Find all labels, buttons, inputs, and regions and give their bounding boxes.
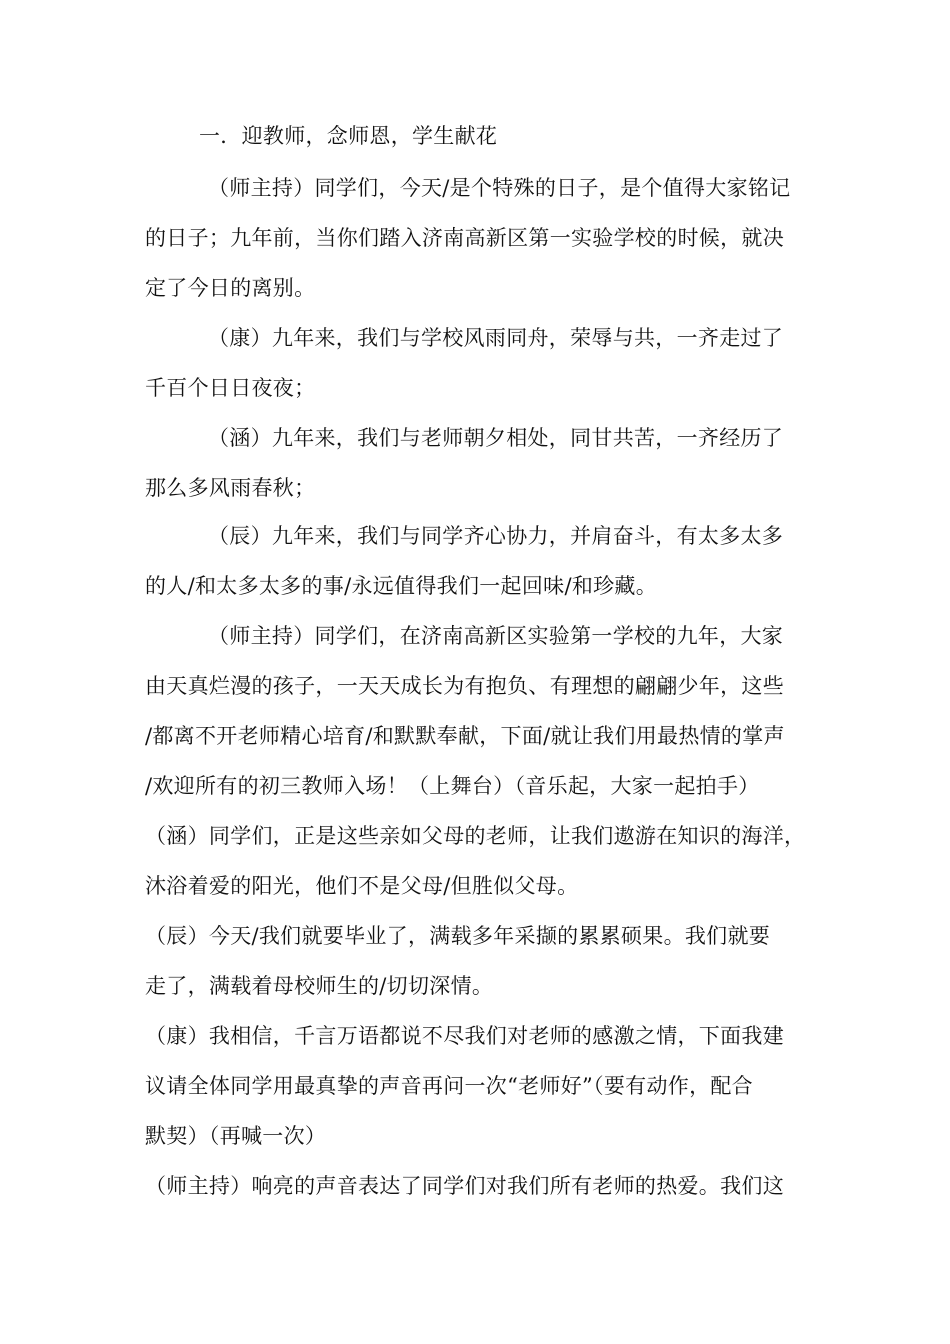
text-line: （康）九年来，我们与学校风雨同舟，荣辱与共，一齐走过了 xyxy=(208,326,784,350)
text-line: （师主持）响亮的声音表达了同学们对我们所有老师的热爱。我们这 xyxy=(145,1174,784,1198)
text-line: （康）我相信，千言万语都说不尽我们对老师的感激之情，下面我建 xyxy=(145,1024,784,1048)
text-line: （辰）今天/我们就要毕业了，满载多年采撷的累累硕果。我们就要 xyxy=(145,924,771,948)
text-line: （师主持）同学们，在济南高新区实验第一学校的九年，大家 xyxy=(208,624,784,648)
text-line: 由天真烂漫的孩子，一天天成长为有抱负、有理想的翩翩少年，这些 xyxy=(145,674,784,698)
text-line: （辰）九年来，我们与同学齐心协力，并肩奋斗，有太多太多 xyxy=(208,524,784,548)
text-line: 走了，满载着母校师生的/切切深情。 xyxy=(145,974,494,998)
text-line: 那么多风雨春秋； xyxy=(145,476,316,500)
text-line: /都离不开老师精心培育/和默默奉献，下面/就让我们用最热情的掌声 xyxy=(145,724,785,748)
text-line: （涵）同学们，正是这些亲如父母的老师，让我们遨游在知识的海洋， xyxy=(145,824,806,848)
text-line: 默契）（再喊一次） xyxy=(145,1124,327,1148)
text-line: 沐浴着爱的阳光，他们不是父母/但胜似父母。 xyxy=(145,874,579,898)
text-line: 议请全体同学用最真挚的声音再问一次“老师好”（要有动作，配合 xyxy=(145,1074,753,1098)
text-line: 的人/和太多太多的事/永远值得我们一起回味/和珍藏。 xyxy=(145,574,658,598)
text-line: /欢迎所有的初三教师入场！（上舞台）（音乐起，大家一起拍手） xyxy=(145,774,760,798)
section-heading: 一．迎教师，念师恩，学生献花 xyxy=(199,124,498,148)
text-line: （师主持）同学们，今天/是个特殊的日子，是个值得大家铭记 xyxy=(208,176,791,200)
text-line: 的日子；九年前，当你们踏入济南高新区第一实验学校的时候，就决 xyxy=(145,226,784,250)
text-line: 定了今日的离别。 xyxy=(145,276,316,300)
text-line: （涵）九年来，我们与老师朝夕相处，同甘共苦，一齐经历了 xyxy=(208,426,784,450)
text-line: 千百个日日夜夜； xyxy=(145,376,316,400)
